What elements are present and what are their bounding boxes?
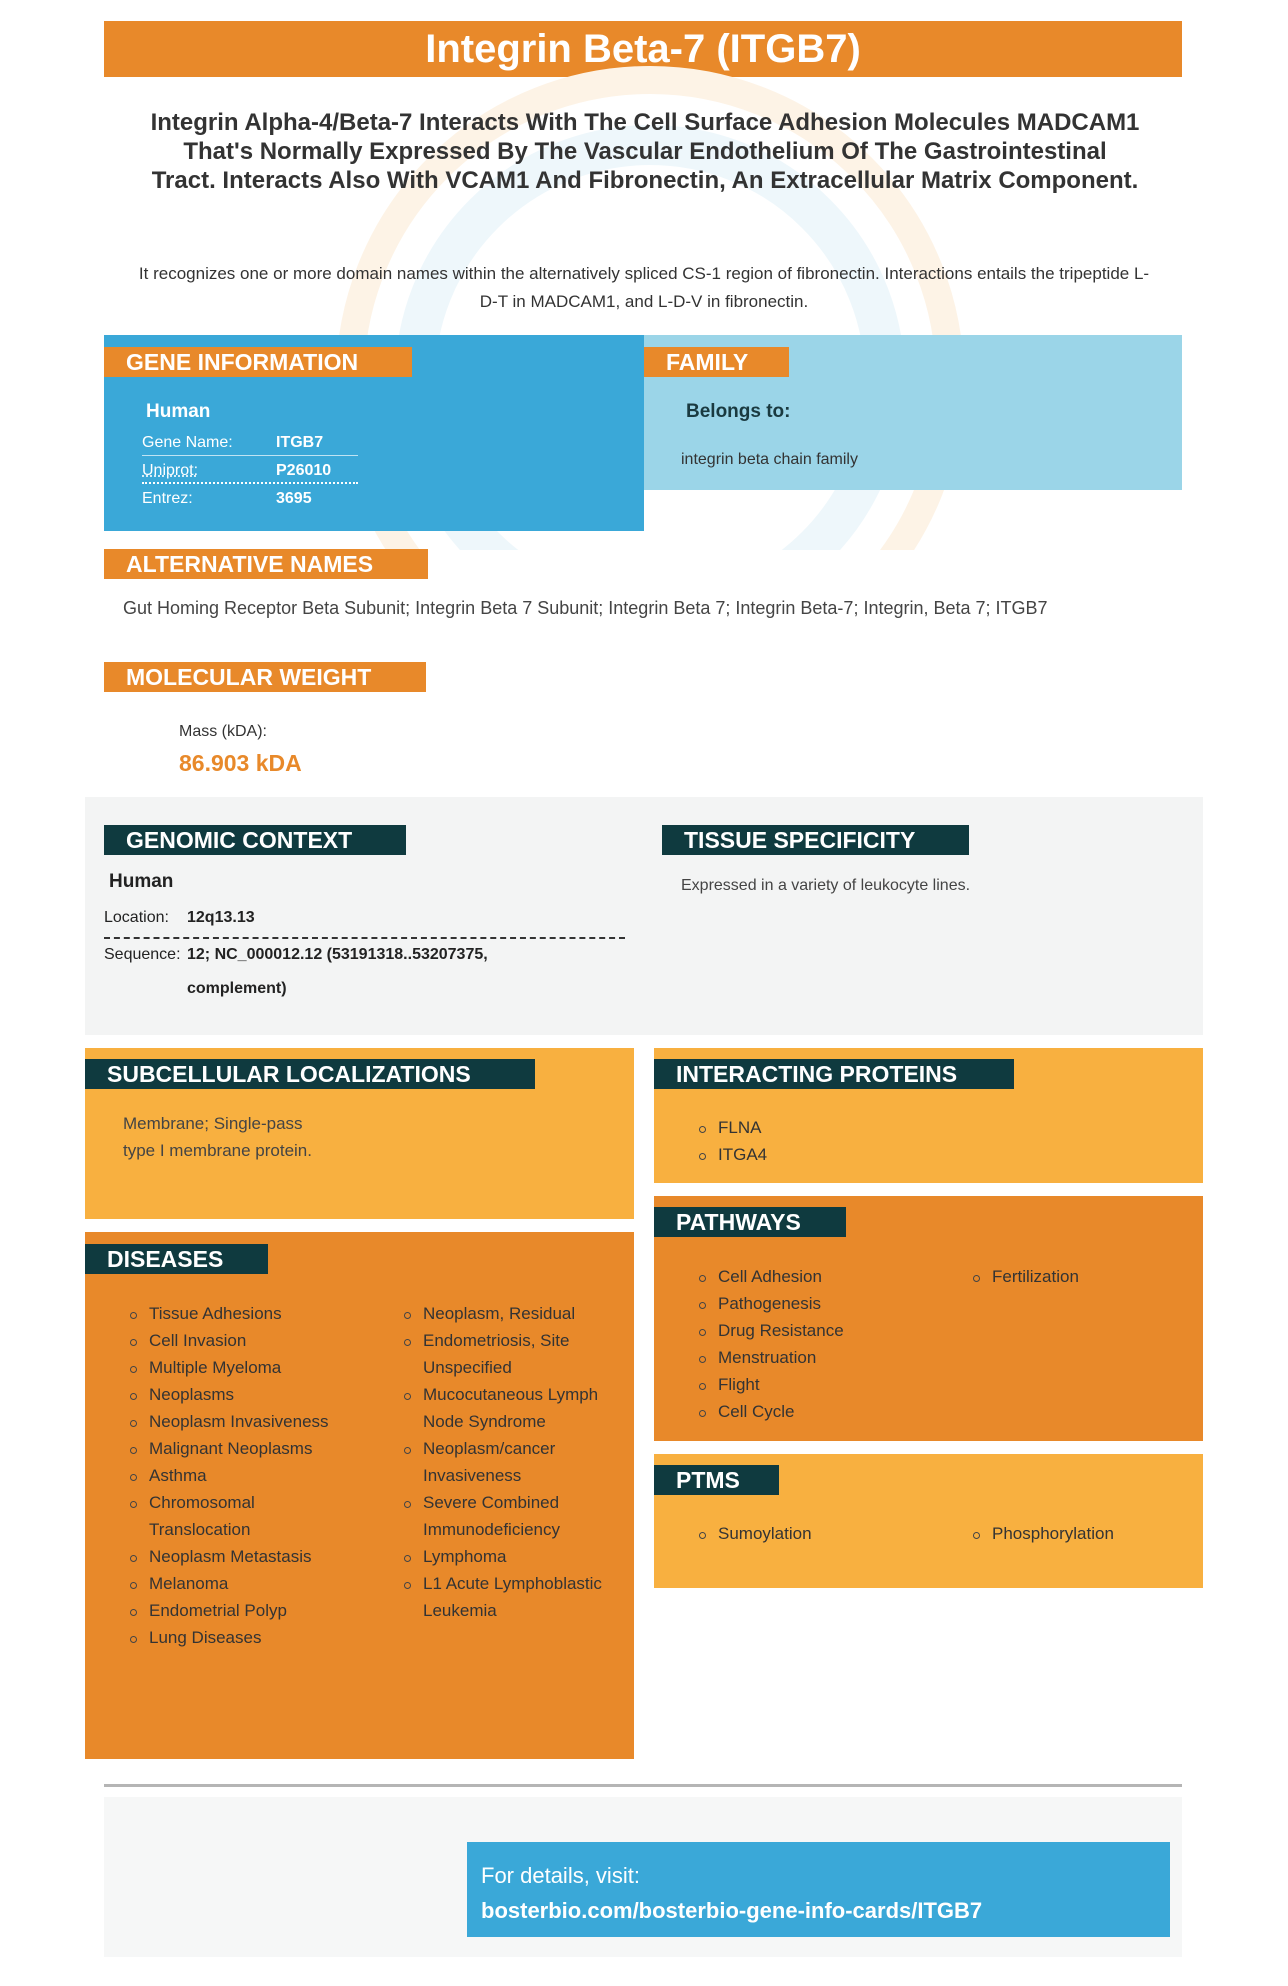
page-title: Integrin Beta-7 (ITGB7) <box>104 21 1182 77</box>
list-item: Multiple Myeloma <box>127 1354 357 1381</box>
alternative-names-label: ALTERNATIVE NAMES <box>104 549 428 579</box>
pathways-panel <box>654 1196 1203 1441</box>
list-item: FLNA <box>696 1114 767 1141</box>
gene-information-panel <box>104 335 644 531</box>
uniprot-key: Uniprot: <box>142 462 199 479</box>
location-row <box>104 909 625 939</box>
genomic-context-band <box>85 797 1203 1035</box>
entrez-key: Entrez: <box>142 490 193 507</box>
subcellular-localizations-panel <box>85 1048 634 1219</box>
entrez-value[interactable]: 3695 <box>276 490 312 507</box>
list-item: Tissue Adhesions <box>127 1300 357 1327</box>
mass-label: Mass (kDA): <box>179 723 267 740</box>
ptms-list-col2 <box>970 1520 1114 1547</box>
subcellular-line-2: type I membrane protein. <box>123 1141 312 1160</box>
family-panel <box>644 335 1182 490</box>
genomic-context-label: GENOMIC CONTEXT <box>104 825 406 855</box>
diseases-panel <box>85 1232 634 1759</box>
belongs-to-label: Belongs to: <box>686 401 791 422</box>
list-item: Neoplasms <box>127 1381 357 1408</box>
list-item: Severe Combined Immunodeficiency <box>401 1489 581 1543</box>
list-item: Neoplasm/cancer Invasiveness <box>401 1435 581 1489</box>
footer-divider <box>104 1784 1182 1787</box>
list-item: L1 Acute Lymphoblastic Leukemia <box>401 1570 616 1624</box>
family-label: FAMILY <box>644 347 789 377</box>
gene-species: Human <box>146 401 211 422</box>
diseases-list-col2 <box>401 1300 616 1624</box>
details-prompt: For details, visit: <box>481 1863 640 1888</box>
list-item: Lymphoma <box>401 1543 616 1570</box>
list-item: Asthma <box>127 1462 357 1489</box>
list-item: Endometrial Polyp <box>127 1597 357 1624</box>
diseases-list-col1 <box>127 1300 357 1651</box>
list-item: Flight <box>696 1371 844 1398</box>
list-item: Pathogenesis <box>696 1290 844 1317</box>
list-item: Cell Adhesion <box>696 1263 844 1290</box>
list-item: Chromosomal Translocation <box>127 1489 277 1543</box>
details-link-box[interactable] <box>467 1842 1170 1937</box>
list-item: Menstruation <box>696 1344 844 1371</box>
list-item: Neoplasm, Residual <box>401 1300 616 1327</box>
family-value: integrin beta chain family <box>681 451 858 468</box>
list-item: Neoplasm Invasiveness <box>127 1408 357 1435</box>
list-item: Endometriosis, Site Unspecified <box>401 1327 581 1381</box>
molecular-weight-label: MOLECULAR WEIGHT <box>104 662 426 692</box>
gene-name-value: ITGB7 <box>276 434 324 451</box>
list-item: Sumoylation <box>696 1520 812 1547</box>
pathways-label: PATHWAYS <box>654 1207 846 1237</box>
uniprot-value[interactable]: P26010 <box>276 462 332 479</box>
alternative-names-value: Gut Homing Receptor Beta Subunit; Integrin Beta 7 Subunit; Integrin Beta 7; Integrin Beta-7; Integrin, Beta 7; ITGB7 <box>123 598 1048 618</box>
list-item: Melanoma <box>127 1570 357 1597</box>
tissue-specificity-label: TISSUE SPECIFICITY <box>662 825 969 855</box>
interacting-proteins-panel <box>654 1048 1203 1183</box>
list-item: ITGA4 <box>696 1141 767 1168</box>
location-label: Location: <box>104 909 169 926</box>
sequence-value-line1: 12; NC_000012.12 (53191318..53207375, <box>187 946 488 963</box>
subcellular-localizations-value <box>123 1110 312 1164</box>
tissue-specificity-value: Expressed in a variety of leukocyte lines. <box>681 877 971 894</box>
entrez-row <box>142 485 358 512</box>
list-item: Cell Invasion <box>127 1327 357 1354</box>
subcellular-line-1: Membrane; Single-pass <box>123 1114 303 1133</box>
interacting-proteins-label: INTERACTING PROTEINS <box>654 1059 1014 1089</box>
ptms-label: PTMS <box>654 1465 779 1495</box>
sequence-label: Sequence: <box>104 946 181 963</box>
list-item: Mucocutaneous Lymph Node Syndrome <box>401 1381 606 1435</box>
list-item: Malignant Neoplasms <box>127 1435 357 1462</box>
pathways-list-col2 <box>970 1263 1079 1290</box>
interacting-proteins-list <box>696 1114 767 1168</box>
list-item: Fertilization <box>970 1263 1079 1290</box>
subcellular-localizations-label: SUBCELLULAR LOCALIZATIONS <box>85 1059 535 1089</box>
summary-heading: Integrin Alpha-4/Beta-7 Interacts With The Cell Surface Adhesion Molecules MADCAM1 That's Normally Expressed By The Vascular Endothelium Of The Gastrointestinal Tract. Interacts Also With VCAM1 And Fibronectin, An Extracellular Matrix Component. <box>150 109 1140 194</box>
diseases-label: DISEASES <box>85 1244 268 1274</box>
uniprot-row <box>142 457 358 484</box>
details-link[interactable]: bosterbio.com/bosterbio-gene-info-cards/ITGB7 <box>481 1898 983 1923</box>
gene-name-key: Gene Name: <box>142 434 233 451</box>
sequence-value-line2: complement) <box>187 980 287 997</box>
function-description: It recognizes one or more domain names within the alternatively spliced CS-1 region of fibronectin. Interactions entails the tripeptide L-D-T in MADCAM1, and L-D-V in fibronectin. <box>138 264 1150 311</box>
gene-information-label: GENE INFORMATION <box>104 347 412 377</box>
ptms-panel <box>654 1454 1203 1588</box>
location-value: 12q13.13 <box>187 909 255 926</box>
list-item: Phosphorylation <box>970 1520 1114 1547</box>
list-item: Lung Diseases <box>127 1624 357 1651</box>
list-item: Cell Cycle <box>696 1398 844 1425</box>
mass-value: 86.903 kDA <box>179 750 302 776</box>
list-item: Neoplasm Metastasis <box>127 1543 357 1570</box>
list-item: Drug Resistance <box>696 1317 844 1344</box>
genomic-species: Human <box>109 871 174 892</box>
gene-name-row <box>142 429 358 456</box>
ptms-list-col1 <box>696 1520 812 1547</box>
pathways-list-col1 <box>696 1263 844 1425</box>
